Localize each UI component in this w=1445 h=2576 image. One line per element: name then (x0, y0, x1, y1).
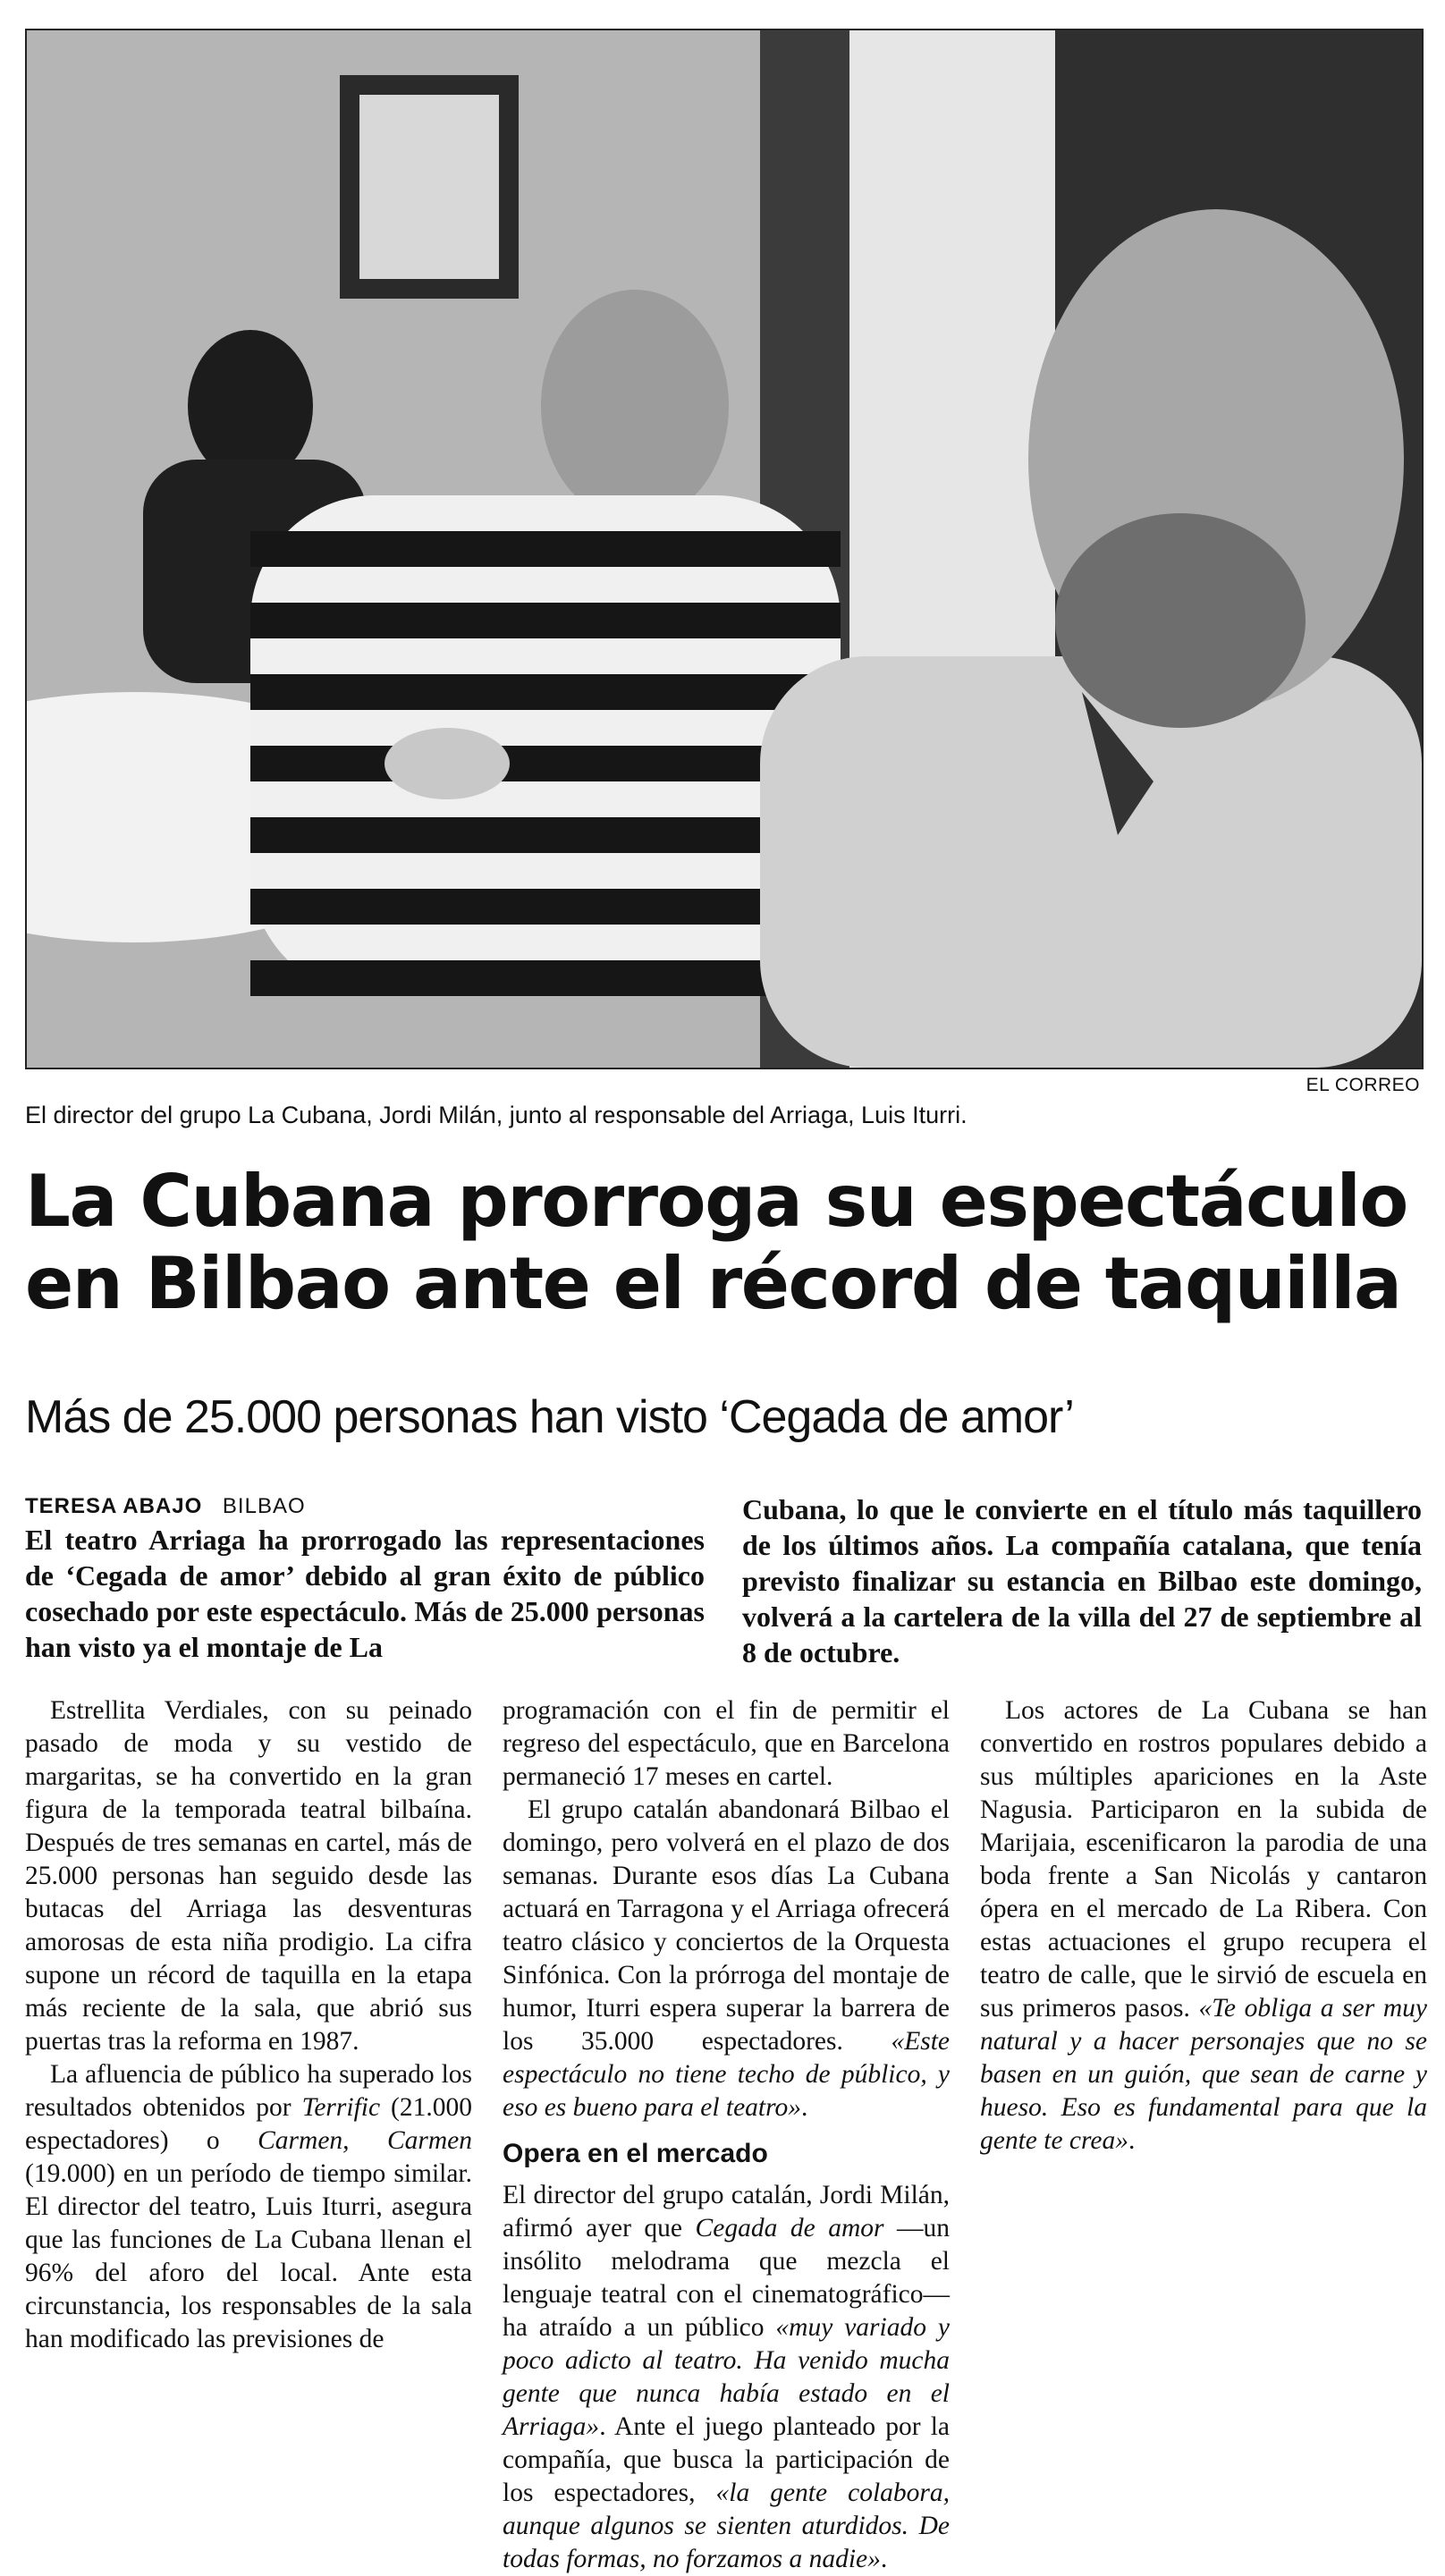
quote: «la gente colabora, aunque algunos se sienten aturdidos. De todas formas, no forzamos a nadie» (503, 2479, 950, 2573)
title-carmen: Carmen, Carmen (258, 2126, 473, 2155)
text-span: —un insólito melodrama que mezcla el lenguaje teatral con el cinematográfico— ha atraído a un público (503, 2214, 950, 2342)
body-paragraph-2 (25, 2058, 472, 2356)
section-subtitle: Opera en el mercado (503, 2139, 768, 2168)
text-span: El director del grupo catalán, Jordi Milán, afirmó ayer que (503, 2181, 950, 2242)
body-paragraph-4 (503, 1794, 950, 2124)
lead-column-1 (25, 1491, 705, 1665)
byline (25, 1491, 705, 1522)
headline (25, 1161, 1429, 1325)
title-cegada: Cegada de amor (695, 2214, 884, 2242)
byline-place: BILBAO (222, 1494, 306, 1518)
text-span: . (801, 2093, 808, 2122)
subheadline: Más de 25.000 personas han visto ‘Cegada de amor’ (25, 1391, 1074, 1443)
body-column-1 (25, 1694, 472, 2356)
photo-credit: EL CORREO (1306, 1075, 1420, 1095)
body-paragraph-6 (980, 1694, 1427, 2158)
lead-text-2: Cubana, lo que le convierte en el título más taquillero de los últimos años. La compañía catalana, que tenía previsto finalizar su estancia en Bilbao este domingo, volverá a la cartelera de la villa del 27 de septiembre al 8 de octubre. (742, 1493, 1422, 1668)
text-span: . Ante el juego planteado por la compañía, que busca la participación de los espectadores, (503, 2412, 950, 2507)
text-span: . (1128, 2126, 1136, 2155)
lead-column-2 (742, 1491, 1422, 1670)
lead-text-1: El teatro Arriaga ha prorrogado las representaciones de ‘Cegada de amor’ debido al gran éxito de público cosechado por este espectáculo. Más de 25.000 personas han visto ya el montaje de La (25, 1524, 705, 1663)
photo-illustration (27, 30, 1422, 1068)
headline-line-2: en Bilbao ante el récord de taquilla (25, 1242, 1401, 1325)
text-span: El grupo catalán abandonará Bilbao el domingo, pero volverá en el plazo de dos semanas. Durante esos días La Cubana actuará en Tarragona y el Arriaga ofrecerá teatro clásico y conciertos de la Orquesta Sinfónica. Con la prórroga del montaje de humor, Iturri espera superar la barrera de los 35.000 espectadores. (503, 1795, 950, 2056)
headline-line-1: La Cubana prorroga su espectáculo (25, 1160, 1407, 1243)
title-terrific: Terrific (301, 2093, 381, 2122)
text-span: (21.000 espectadores) o (25, 2093, 472, 2155)
photo-caption: El director del grupo La Cubana, Jordi Milán, junto al responsable del Arriaga, Luis Iturri. (25, 1102, 968, 1128)
body-paragraph-1: Estrellita Verdiales, con su peinado pasado de moda y su vestido de margaritas, se ha convertido en la gran figura de la temporada teatral bilbaína. Después de tres semanas en cartel, más de 25.000 personas han seguido desde las butacas del Arriaga las desventuras amorosas de esta niña prodigio. La cifra supone un récord de taquilla en la etapa más reciente de la sala, que abrió sus puertas tras la reforma en 1987. (25, 1696, 472, 2056)
text-span: La afluencia de público ha superado los resultados obtenidos por (25, 2060, 472, 2122)
news-photo (25, 29, 1424, 1069)
text-span: (19.000) en un período de tiempo similar. El director del teatro, Luis Iturri, asegura que las funciones de La Cubana llenan el 96% del aforo del local. Ante esta circunstancia, los responsables de la sala han modificado las previsiones de (25, 2159, 472, 2353)
quote: «Te obliga a ser muy natural y a hacer personajes que no se basen en un guión, que sean de carne y hueso. Eso es fundamental para que la gente te crea» (980, 1994, 1427, 2155)
body-paragraph-5 (503, 2179, 950, 2576)
body-paragraph-3: programación con el fin de permitir el regreso del espectáculo, que en Barcelona permaneció 17 meses en cartel. (503, 1696, 950, 1791)
quote: «muy variado y poco adicto al teatro. Ha venido mucha gente que nunca había estado en el Arriaga» (503, 2313, 950, 2441)
body-column-3 (980, 1694, 1427, 2158)
text-span: . (880, 2545, 888, 2573)
byline-author: TERESA ABAJO (25, 1494, 203, 1518)
body-column-2 (503, 1694, 950, 2576)
striped-shirt (250, 495, 841, 996)
text-span: Los actores de La Cubana se han convertido en rostros populares debido a sus múltiples apariciones en la Aste Nagusia. Participaron en la subida de Marijaia, escenificaron la parodia de una boda frente a San Nicolás y cantaron ópera en el mercado de La Ribera. Con estas actuaciones el grupo recupera el teatro de calle, que le sirvió de escuela en sus primeros pasos. (980, 1696, 1427, 2023)
quote: «Este espectáculo no tiene techo de público, y eso es bueno para el teatro» (503, 2027, 950, 2122)
